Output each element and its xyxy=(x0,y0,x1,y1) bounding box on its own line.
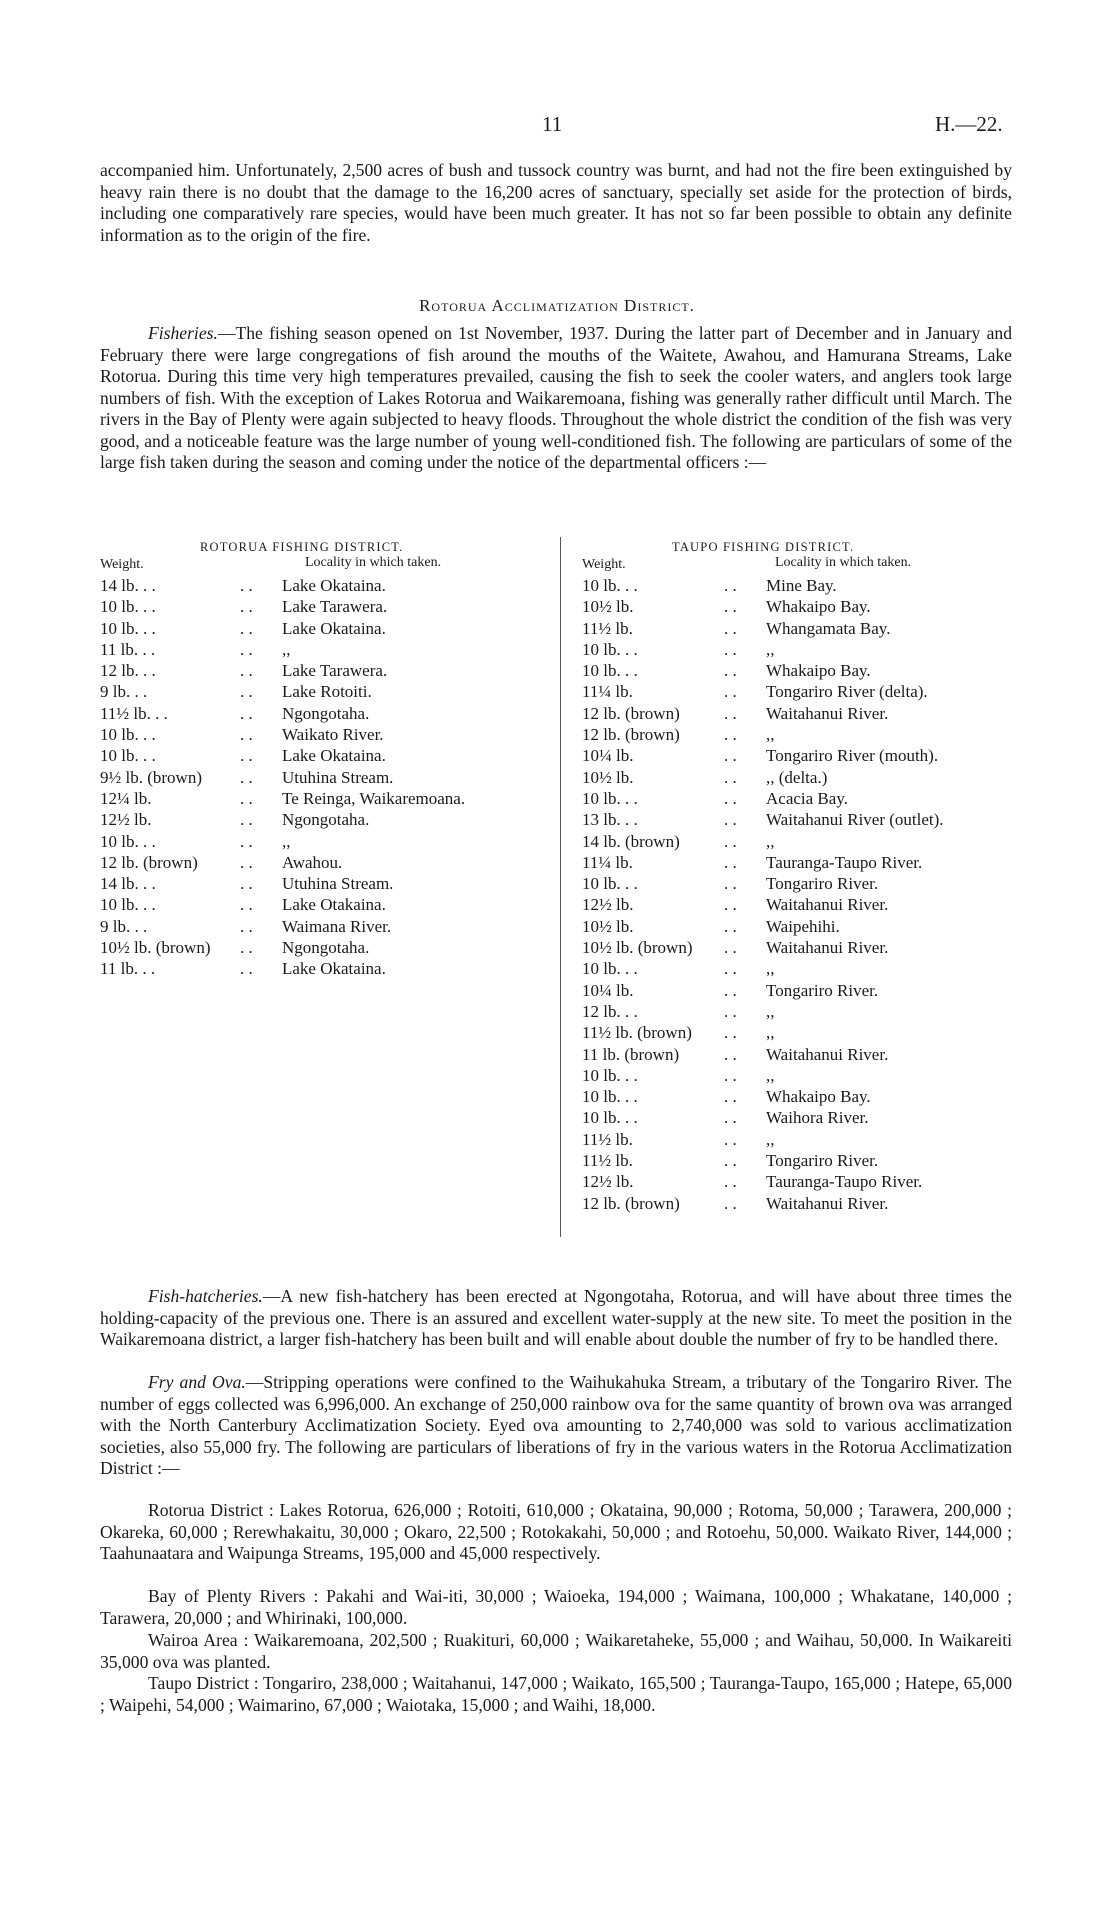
leader-dots: . . xyxy=(240,682,253,702)
taupo-weight-header: Weight. xyxy=(582,557,626,572)
locality-cell: Utuhina Stream. xyxy=(282,874,394,894)
locality-cell: Tongariro River. xyxy=(766,874,879,894)
table-row xyxy=(582,832,1032,853)
locality-cell: ,, xyxy=(766,1065,775,1085)
table-row xyxy=(100,725,550,746)
leader-dots: . . xyxy=(724,1129,737,1149)
locality-cell: Ngongotaha. xyxy=(282,938,370,958)
locality-cell: Mine Bay. xyxy=(766,576,837,595)
table-row xyxy=(582,682,1032,703)
locality-cell: Te Reinga, Waikaremoana. xyxy=(282,788,466,808)
leader-dots: . . xyxy=(724,980,737,1000)
liberation-rotorua: Rotorua District : Lakes Rotorua, 626,000 ; Rotoiti, 610,000 ; Okataina, 90,000 ; Rotoma, 50,000 ; Tarawera, 200,000 ; Okareka, 60,000 ; Rerewhakaitu, 30,000 ; Okaro, 22,500 ; Rotokakahi, 50,000 ; and Rotoehu, 50,000. Waikato River, 144,000 ; Taahunaatara and Waipunga Streams, 195,000 and 45,000 respectively. xyxy=(100,1500,1012,1563)
locality-cell: Waihora River. xyxy=(766,1108,869,1128)
locality-cell: Lake Otakaina. xyxy=(282,895,386,915)
leader-dots: . . xyxy=(724,831,737,851)
locality-cell: ,, xyxy=(282,639,291,659)
weight-cell: 10 lb. . . xyxy=(100,618,156,638)
liberation-taupo: Taupo District : Tongariro, 238,000 ; Waitahanui, 147,000 ; Waikato, 165,500 ; Tauranga-Taupo, 165,000 ; Hatepe, 65,000 ; Waipehi, 54,000 ; Waimarino, 67,000 ; Waiotaka, 15,000 ; and Waihi, 18,000. xyxy=(100,1673,1012,1715)
leader-dots: . . xyxy=(240,810,253,830)
table-row xyxy=(582,1045,1032,1066)
weight-cell: 11½ lb. xyxy=(582,1151,633,1171)
weight-cell: 10½ lb. xyxy=(582,597,634,617)
locality-cell: Tauranga-Taupo River. xyxy=(766,1172,923,1192)
locality-cell: Waimana River. xyxy=(282,916,392,936)
table-row xyxy=(100,576,550,597)
table-row xyxy=(582,1002,1032,1023)
weight-cell: 10 lb. . . xyxy=(100,831,156,851)
locality-cell: ,, xyxy=(766,1129,775,1149)
leader-dots: . . xyxy=(724,1151,737,1171)
locality-cell: ,, xyxy=(766,1001,775,1021)
leader-dots: . . xyxy=(240,831,253,851)
leader-dots: . . xyxy=(724,1172,737,1192)
weight-cell: 10 lb. . . xyxy=(582,576,638,595)
leader-dots: . . xyxy=(724,597,737,617)
table-row xyxy=(100,640,550,661)
weight-cell: 9 lb. . . xyxy=(100,916,148,936)
table-row xyxy=(582,895,1032,916)
locality-cell: Lake Okataina. xyxy=(282,746,386,766)
leader-dots: . . xyxy=(724,810,737,830)
table-row xyxy=(582,1151,1032,1172)
table-row xyxy=(100,597,550,618)
intro-paragraph: accompanied him. Unfortunately, 2,500 acres of bush and tussock country was burnt, and had not the fire been extinguished by heavy rain there is no doubt that the damage to the 16,200 acres of sanctuary, specially set aside for the protection of birds, including one comparatively rare species, would have been much greater. It has not so far been possible to obtain any definite information as to the origin of the fire. xyxy=(100,160,1012,245)
weight-cell: 13 lb. . . xyxy=(582,810,638,830)
table-row xyxy=(100,917,550,938)
leader-dots: . . xyxy=(724,959,737,979)
weight-cell: 10 lb. . . xyxy=(582,874,638,894)
leader-dots: . . xyxy=(240,874,253,894)
weight-cell: 11 lb. . . xyxy=(100,959,156,979)
weight-cell: 11¼ lb. xyxy=(582,852,633,872)
weight-cell: 11½ lb. . . xyxy=(100,703,168,723)
locality-cell: ,, xyxy=(766,639,775,659)
leader-dots: . . xyxy=(724,852,737,872)
column-divider xyxy=(560,537,561,1237)
leader-dots: . . xyxy=(240,938,253,958)
table-row xyxy=(582,1023,1032,1044)
weight-cell: 10½ lb. xyxy=(582,916,634,936)
fry-ova-paragraph xyxy=(100,1372,1012,1480)
locality-cell: Lake Tarawera. xyxy=(282,661,388,681)
table-row xyxy=(582,874,1032,895)
table-row xyxy=(582,746,1032,767)
fisheries-paragraph xyxy=(100,323,1012,474)
locality-cell: Ngongotaha. xyxy=(282,810,370,830)
locality-cell: Waitahanui River. xyxy=(766,703,889,723)
table-row xyxy=(100,789,550,810)
locality-cell: Waipehihi. xyxy=(766,916,840,936)
taupo-locality-header: Locality in which taken. xyxy=(775,555,912,570)
weight-cell: 10 lb. . . xyxy=(582,1087,638,1107)
leader-dots: . . xyxy=(724,788,737,808)
locality-cell: Whakaipo Bay. xyxy=(766,597,871,617)
table-row xyxy=(582,789,1032,810)
leader-dots: . . xyxy=(240,895,253,915)
locality-cell: ,, xyxy=(766,1023,775,1043)
locality-cell: Waitahanui River. xyxy=(766,1044,889,1064)
weight-cell: 11¼ lb. xyxy=(582,682,633,702)
weight-cell: 12 lb. (brown) xyxy=(582,703,680,723)
table-row xyxy=(582,938,1032,959)
weight-cell: 12½ lb. xyxy=(582,895,634,915)
table-row xyxy=(582,597,1032,618)
rotorua-table xyxy=(100,576,550,981)
rotorua-table-title: ROTORUA FISHING DISTRICT. xyxy=(200,540,404,554)
table-row xyxy=(100,746,550,767)
leader-dots: . . xyxy=(240,703,253,723)
document-reference: H.—22. xyxy=(935,112,1003,136)
leader-dots: . . xyxy=(724,874,737,894)
locality-cell: Tongariro River. xyxy=(766,980,879,1000)
locality-cell: Lake Okataina. xyxy=(282,959,386,979)
weight-cell: 11½ lb. xyxy=(582,618,633,638)
weight-cell: 10½ lb. (brown) xyxy=(100,938,211,958)
leader-dots: . . xyxy=(240,959,253,979)
table-row xyxy=(582,619,1032,640)
weight-cell: 14 lb. . . xyxy=(100,576,156,595)
leader-dots: . . xyxy=(240,788,253,808)
locality-cell: Lake Okataina. xyxy=(282,618,386,638)
fisheries-label: Fisheries. xyxy=(148,323,218,343)
liberation-bay-of-plenty: Bay of Plenty Rivers : Pakahi and Wai-iti, 30,000 ; Waioeka, 194,000 ; Waimana, 100,000 ; Whakatane, 140,000 ; Tarawera, 20,000 ; and Whirinaki, 100,000. xyxy=(100,1586,1012,1628)
weight-cell: 12 lb. (brown) xyxy=(582,725,680,745)
leader-dots: . . xyxy=(724,1065,737,1085)
locality-cell: Ngongotaha. xyxy=(282,703,370,723)
locality-cell: Awahou. xyxy=(282,852,343,872)
hatcheries-label: Fish-hatcheries. xyxy=(148,1286,263,1306)
table-row xyxy=(582,853,1032,874)
table-row xyxy=(100,704,550,725)
weight-cell: 12 lb. . . xyxy=(582,1001,638,1021)
locality-cell: Tongariro River (delta). xyxy=(766,682,928,702)
locality-cell: ,, (delta.) xyxy=(766,767,828,787)
leader-dots: . . xyxy=(724,938,737,958)
leader-dots: . . xyxy=(724,1108,737,1128)
leader-dots: . . xyxy=(724,1044,737,1064)
leader-dots: . . xyxy=(724,1087,737,1107)
table-row xyxy=(582,917,1032,938)
locality-cell: ,, xyxy=(766,959,775,979)
fisheries-text: —The fishing season opened on 1st November, 1937. During the latter part of December and in January and February there were large congregations of fish around the mouths of the Waitete, Awahou, and Hamurana Streams, Lake Rotorua. During this time very high temperatures prevailed, causing the fish to seek the cooler waters, and anglers took large numbers of fish. With the exception of Lakes Rotorua and Waikaremoana, fishing was generally rather difficult until March. The rivers in the Bay of Plenty were again subjected to heavy floods. Throughout the whole district the condition of the fish was very good, and a noticeable feature was the large number of young well-conditioned fish. The following are particulars of some of the large fish taken during the season and coming under the notice of the departmental officers :— xyxy=(100,323,1012,472)
weight-cell: 9½ lb. (brown) xyxy=(100,767,202,787)
locality-cell: Waikato River. xyxy=(282,725,384,745)
leader-dots: . . xyxy=(240,618,253,638)
leader-dots: . . xyxy=(240,916,253,936)
table-row xyxy=(100,874,550,895)
hatcheries-text: —A new fish-hatchery has been erected at Ngongotaha, Rotorua, and will have about three times the holding-capacity of the previous one. There is an assured and excellent water-supply at the new site. To meet the position in the Waikaremoana district, a larger fish-hatchery has been built and will enable about double the number of fry to be handled there. xyxy=(100,1286,1012,1349)
weight-cell: 11 lb. . . xyxy=(100,639,156,659)
weight-cell: 14 lb. . . xyxy=(100,874,156,894)
table-row xyxy=(582,1194,1032,1215)
locality-cell: ,, xyxy=(766,725,775,745)
weight-cell: 11½ lb. (brown) xyxy=(582,1023,692,1043)
weight-cell: 12 lb. (brown) xyxy=(582,1193,680,1213)
leader-dots: . . xyxy=(724,725,737,745)
leader-dots: . . xyxy=(240,767,253,787)
locality-cell: Waitahanui River. xyxy=(766,1193,889,1213)
weight-cell: 10 lb. . . xyxy=(582,959,638,979)
table-row xyxy=(582,1130,1032,1151)
fry-ova-label: Fry and Ova. xyxy=(148,1372,246,1392)
weight-cell: 10¼ lb. xyxy=(582,980,634,1000)
hatcheries-paragraph xyxy=(100,1286,1012,1351)
leader-dots: . . xyxy=(240,725,253,745)
table-row xyxy=(582,576,1032,597)
locality-cell: Tongariro River. xyxy=(766,1151,879,1171)
table-row xyxy=(100,768,550,789)
table-row xyxy=(582,959,1032,980)
leader-dots: . . xyxy=(724,767,737,787)
table-row xyxy=(582,1087,1032,1108)
table-row xyxy=(100,619,550,640)
leader-dots: . . xyxy=(724,576,737,595)
locality-cell: Lake Tarawera. xyxy=(282,597,388,617)
leader-dots: . . xyxy=(724,746,737,766)
locality-cell: Waitahanui River (outlet). xyxy=(766,810,944,830)
table-row xyxy=(582,704,1032,725)
leader-dots: . . xyxy=(724,639,737,659)
table-row xyxy=(582,810,1032,831)
section-heading: Rotorua Acclimatization District. xyxy=(419,296,695,315)
locality-cell: Lake Rotoiti. xyxy=(282,682,372,702)
table-row xyxy=(100,895,550,916)
table-row xyxy=(100,938,550,959)
locality-cell: ,, xyxy=(766,831,775,851)
weight-cell: 10¼ lb. xyxy=(582,746,634,766)
weight-cell: 12½ lb. xyxy=(582,1172,634,1192)
leader-dots: . . xyxy=(724,703,737,723)
locality-cell: Waitahanui River. xyxy=(766,895,889,915)
locality-cell: Waitahanui River. xyxy=(766,938,889,958)
weight-cell: 11 lb. (brown) xyxy=(582,1044,680,1064)
weight-cell: 10 lb. . . xyxy=(582,661,638,681)
leader-dots: . . xyxy=(240,639,253,659)
leader-dots: . . xyxy=(240,597,253,617)
locality-cell: Tongariro River (mouth). xyxy=(766,746,939,766)
table-row xyxy=(100,810,550,831)
leader-dots: . . xyxy=(240,852,253,872)
leader-dots: . . xyxy=(724,916,737,936)
locality-cell: Whangamata Bay. xyxy=(766,618,891,638)
locality-cell: Whakaipo Bay. xyxy=(766,661,871,681)
table-row xyxy=(582,725,1032,746)
liberation-wairoa: Wairoa Area : Waikaremoana, 202,500 ; Ruakituri, 60,000 ; Waikaretaheke, 55,000 ; and Waihau, 50,000. In Waikareiti 35,000 ova was planted. xyxy=(100,1630,1012,1672)
table-row xyxy=(582,981,1032,1002)
table-row xyxy=(582,768,1032,789)
weight-cell: 10 lb. . . xyxy=(100,725,156,745)
table-row xyxy=(100,853,550,874)
leader-dots: . . xyxy=(240,746,253,766)
table-row xyxy=(100,959,550,980)
weight-cell: 10 lb. . . xyxy=(582,639,638,659)
rotorua-weight-header: Weight. xyxy=(100,557,144,572)
leader-dots: . . xyxy=(724,895,737,915)
locality-cell: Whakaipo Bay. xyxy=(766,1087,871,1107)
leader-dots: . . xyxy=(724,661,737,681)
table-row xyxy=(582,640,1032,661)
weight-cell: 10½ lb. (brown) xyxy=(582,938,693,958)
taupo-table xyxy=(582,576,1032,1215)
weight-cell: 10 lb. . . xyxy=(582,788,638,808)
weight-cell: 11½ lb. xyxy=(582,1129,633,1149)
fry-ova-text: —Stripping operations were confined to the Waihukahuka Stream, a tributary of the Tongariro River. The number of eggs collected was 6,996,000. An exchange of 250,000 rainbow ova for the same quantity of brown ova was arranged with the North Canterbury Acclimatization Society. Eyed ova amounting to 2,740,000 was sold to various acclimatization societies, also 55,000 fry. The following are particulars of liberations of fry in the various waters in the Rotorua Acclimatization District :— xyxy=(100,1372,1012,1478)
table-row xyxy=(100,832,550,853)
weight-cell: 10 lb. . . xyxy=(582,1065,638,1085)
leader-dots: . . xyxy=(724,1193,737,1213)
locality-cell: Tauranga-Taupo River. xyxy=(766,852,923,872)
weight-cell: 12 lb. . . xyxy=(100,661,156,681)
locality-cell: ,, xyxy=(282,831,291,851)
rotorua-locality-header: Locality in which taken. xyxy=(305,555,442,570)
table-row xyxy=(100,661,550,682)
leader-dots: . . xyxy=(724,1023,737,1043)
weight-cell: 10½ lb. xyxy=(582,767,634,787)
table-row xyxy=(582,1066,1032,1087)
table-row xyxy=(582,661,1032,682)
weight-cell: 12¼ lb. xyxy=(100,788,152,808)
leader-dots: . . xyxy=(240,661,253,681)
leader-dots: . . xyxy=(724,618,737,638)
weight-cell: 10 lb. . . xyxy=(100,746,156,766)
weight-cell: 14 lb. (brown) xyxy=(582,831,680,851)
weight-cell: 12½ lb. xyxy=(100,810,152,830)
locality-cell: Utuhina Stream. xyxy=(282,767,394,787)
weight-cell: 12 lb. (brown) xyxy=(100,852,198,872)
weight-cell: 9 lb. . . xyxy=(100,682,148,702)
locality-cell: Lake Okataina. xyxy=(282,576,386,595)
table-row xyxy=(582,1172,1032,1193)
table-row xyxy=(582,1108,1032,1129)
weight-cell: 10 lb. . . xyxy=(582,1108,638,1128)
leader-dots: . . xyxy=(240,576,253,595)
locality-cell: Acacia Bay. xyxy=(766,788,848,808)
weight-cell: 10 lb. . . xyxy=(100,597,156,617)
leader-dots: . . xyxy=(724,1001,737,1021)
leader-dots: . . xyxy=(724,682,737,702)
weight-cell: 10 lb. . . xyxy=(100,895,156,915)
table-row xyxy=(100,682,550,703)
taupo-table-title: TAUPO FISHING DISTRICT. xyxy=(672,540,855,554)
page-number: 11 xyxy=(542,112,563,136)
